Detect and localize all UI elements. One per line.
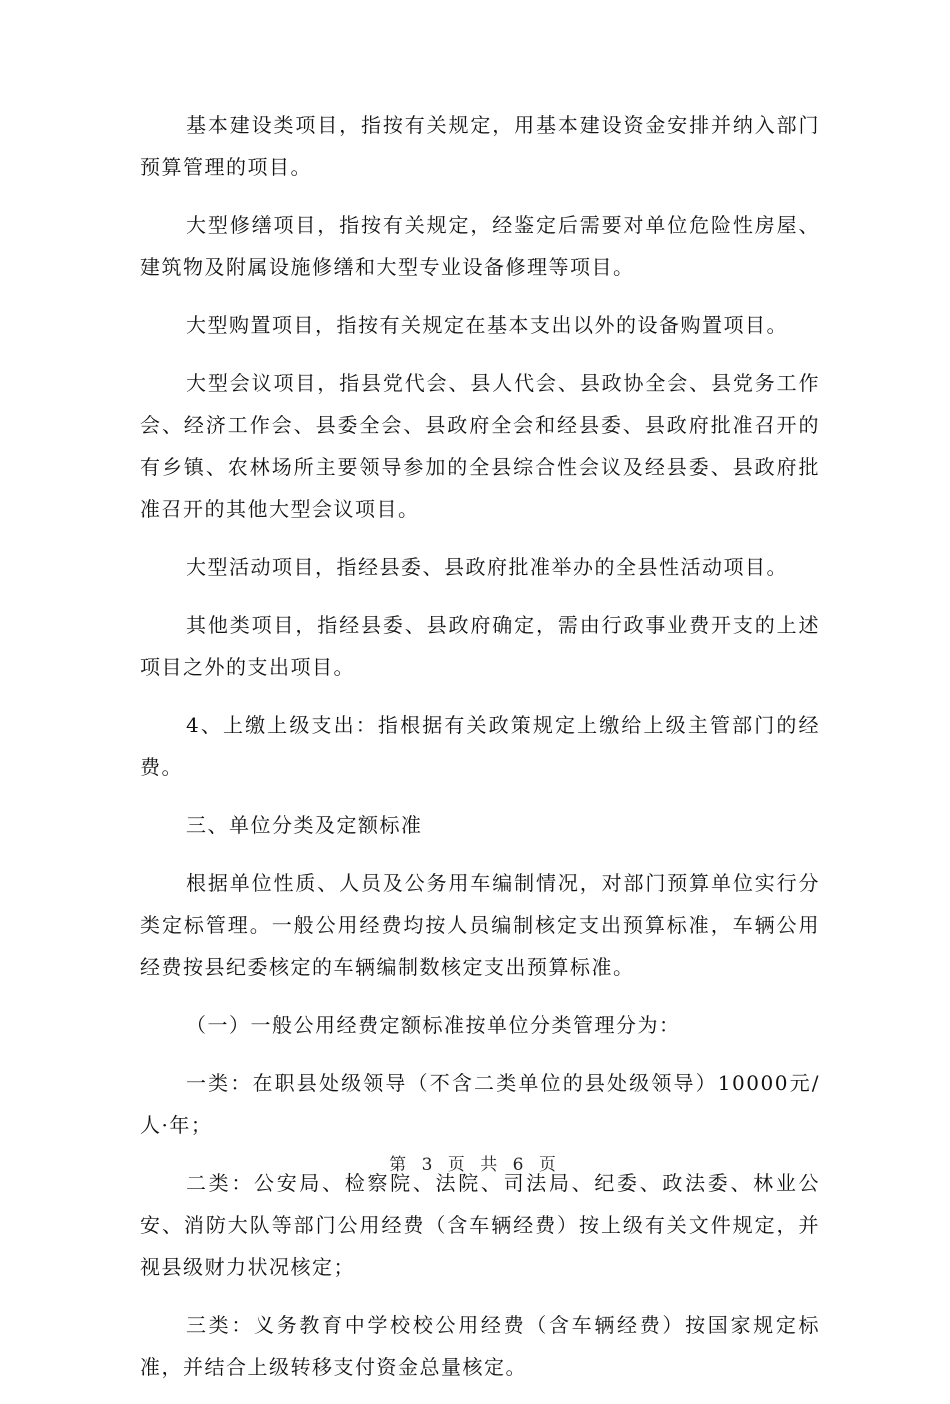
paragraph-major-purchase: 大型购置项目，指按有关规定在基本支出以外的设备购置项目。 (186, 313, 788, 337)
paragraph-major-repair: 大型修缮项目，指按有关规定，经鉴定后需要对单位危险性房屋、建筑物及附属设施修缮和大型专业设备修理等项目。 (140, 213, 820, 279)
paragraph-capital-construction: 基本建设类项目，指按有关规定，用基本建设资金安排并纳入部门预算管理的项目。 (140, 113, 820, 179)
paragraph-class-one: 一类：在职县处级领导（不含二类单位的县处级领导）10000元/人·年； (140, 1071, 820, 1137)
paragraph-major-meeting: 大型会议项目，指县党代会、县人代会、县政协全会、县党务工作会、经济工作会、县委全会、县政府全会和经县委、县政府批准召开的有乡镇、农林场所主要领导参加的全县综合性会议及经县委、县政府批准召开的其他大型会议项目。 (140, 371, 820, 521)
paragraph-class-two: 二类：公安局、检察院、法院、司法局、纪委、政法委、林业公安、消防大队等部门公用经费（含车辆经费）按上级有关文件规定，并视县级财力状况核定； (140, 1171, 820, 1279)
section-heading-classification: 三、单位分类及定额标准 (186, 813, 423, 837)
paragraph-class-three: 三类：义务教育中学校校公用经费（含车辆经费）按国家规定标准，并结合上级转移支付资金总量核定。 (140, 1313, 820, 1379)
paragraph-upper-payment: 4、上缴上级支出：指根据有关政策规定上缴给上级主管部门的经费。 (140, 713, 820, 779)
paragraph-major-activity: 大型活动项目，指经县委、县政府批准举办的全县性活动项目。 (186, 555, 788, 579)
subheading-general-public-funds: （一）一般公用经费定额标准按单位分类管理分为： (186, 1013, 681, 1037)
document-body (140, 104, 820, 1404)
paragraph-classification-overview: 根据单位性质、人员及公务用车编制情况，对部门预算单位实行分类定标管理。一般公用经费均按人员编制核定支出预算标准，车辆公用经费按县纪委核定的车辆编制数核定支出预算标准。 (140, 871, 820, 979)
paragraph-other-projects: 其他类项目，指经县委、县政府确定，需由行政事业费开支的上述项目之外的支出项目。 (140, 613, 820, 679)
page-number-footer: 第 3 页 共 6 页 (389, 1155, 561, 1175)
